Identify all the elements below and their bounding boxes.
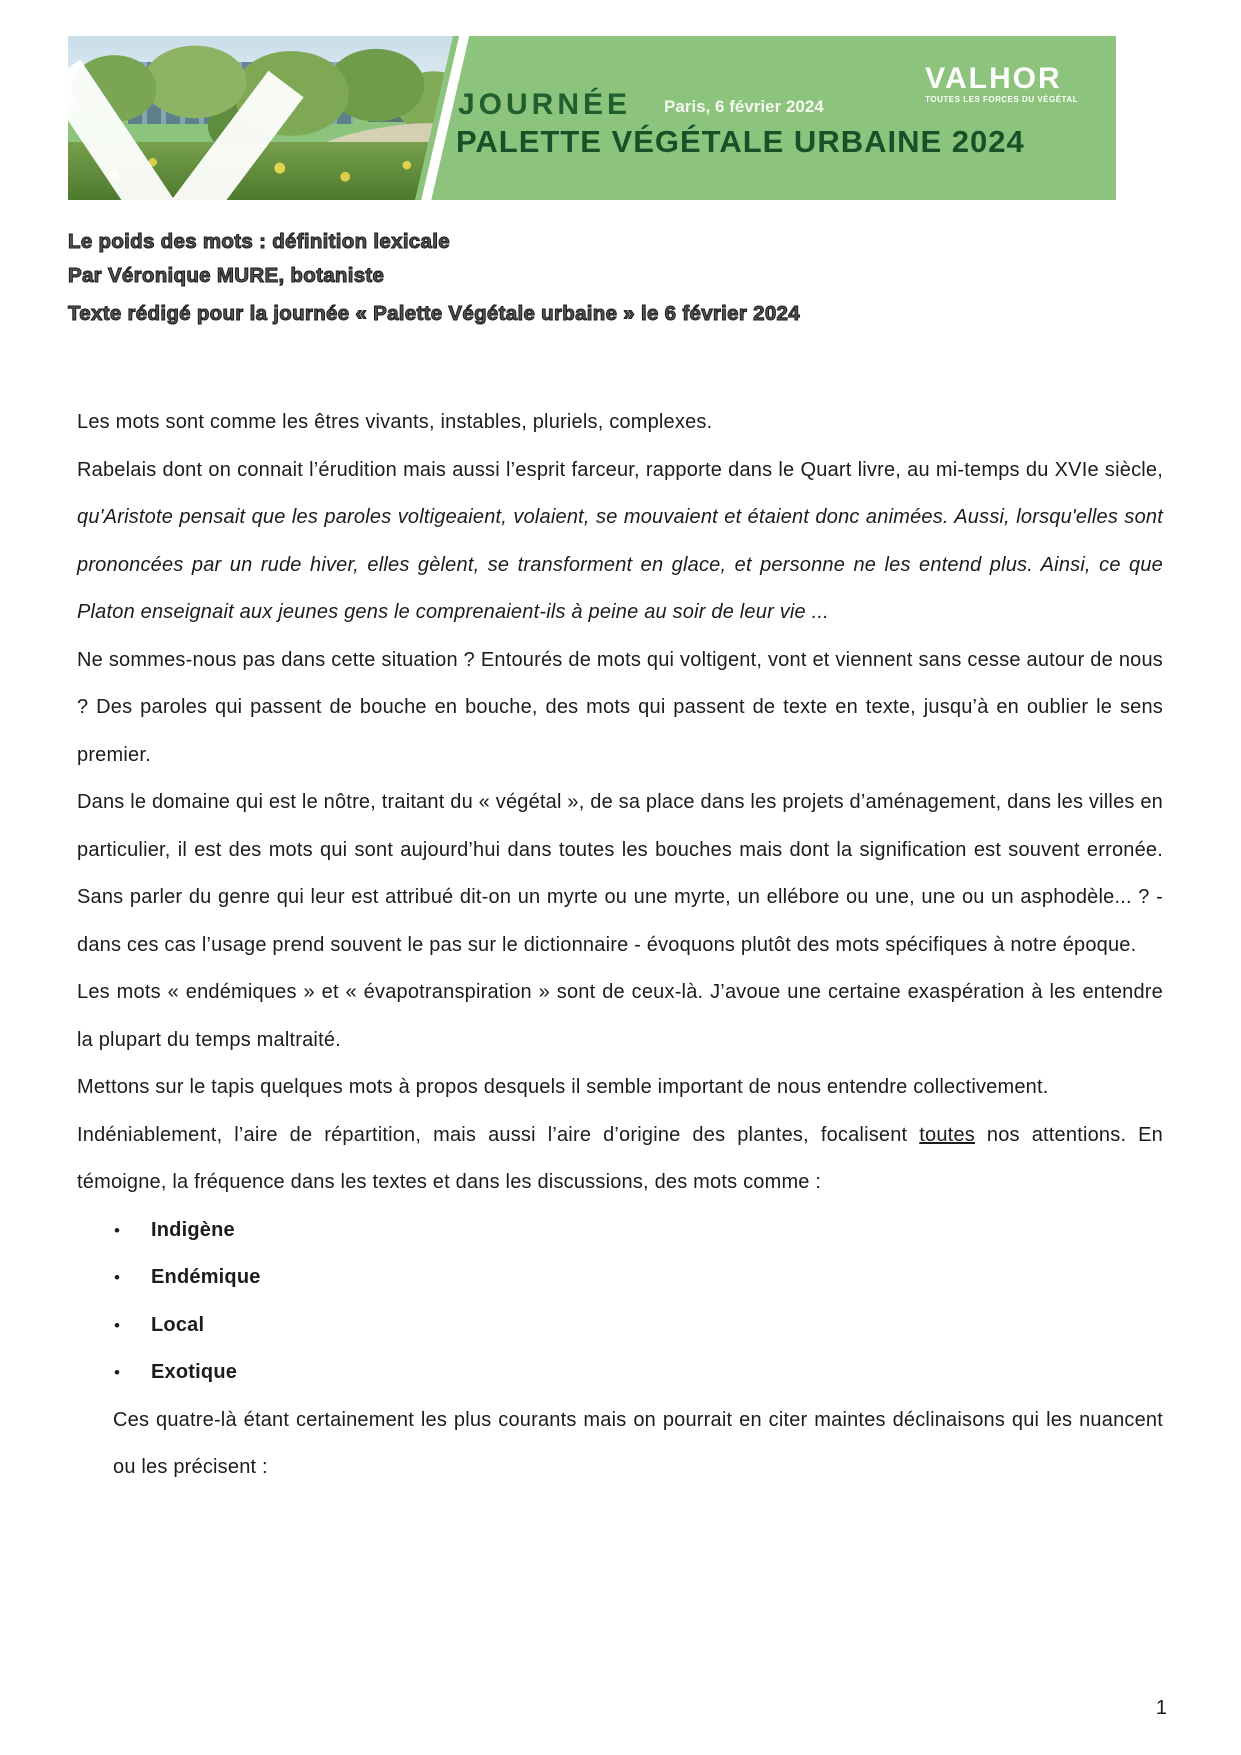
bullet-label: Indigène: [151, 1218, 235, 1241]
bullet-label: Exotique: [151, 1361, 238, 1383]
text-run: toutes: [919, 1123, 975, 1146]
list-item: [77, 1349, 1163, 1397]
text-run: nos attentions. En témoigne, la fréquence dans les textes et dans les discussions, des mots comme :: [77, 1123, 1164, 1193]
paragraph: [77, 637, 1163, 780]
page-number: 1: [1155, 1697, 1167, 1719]
valhor-logo: [925, 64, 1078, 104]
bullet-icon: •: [114, 1315, 121, 1335]
banner-photo: [68, 36, 453, 200]
paragraph: [77, 779, 1163, 969]
body-content: [77, 399, 1163, 1492]
text-run: Rabelais dont on connait l’érudition mais aussi l’esprit farceur, rapporte dans le Quart livre, au mi-temps du XVIe siècle,: [77, 458, 1163, 481]
paragraph: [77, 447, 1163, 637]
text-run: Les mots sont comme les êtres vivants, instables, pluriels, complexes.: [77, 411, 713, 433]
bullet-label: Endémique: [151, 1266, 261, 1288]
paragraph: [77, 1397, 1163, 1492]
event-label: JOURNÉE: [458, 88, 632, 121]
bullet-icon: •: [114, 1268, 121, 1287]
paragraph: [77, 399, 1163, 447]
paragraph: [77, 969, 1163, 1064]
event-title: PALETTE VÉGÉTALE URBAINE 2024: [456, 124, 1025, 159]
bullet-icon: •: [114, 1363, 121, 1382]
list-item: [77, 1302, 1163, 1350]
text-run: qu'Aristote pensait que les paroles voltigeaient, volaient, se mouvaient et étaient donc animées. Aussi, lorsqu'elles sont prononcées par un rude hiver, elles gèlent, se transforment en glace, et personne ne les entend plus. Ainsi, ce que Platon enseignait aux jeunes gens le comprenaient-ils à peine au soir de leur vie ...: [77, 506, 1163, 623]
text-run: Indéniablement, l’aire de répartition, mais aussi l’aire d’origine des plantes, focalisent: [77, 1123, 920, 1146]
doc-title: Le poids des mots : définition lexicale: [68, 230, 450, 253]
event-date: Paris, 6 février 2024: [664, 97, 824, 116]
text-run: Ne sommes-nous pas dans cette situation ? Entourés de mots qui voltigent, vont et viennent sans cesse autour de nous ? Des paroles qui passent de bouche en bouche, des mots qui passent de texte en texte, jusqu’à en oublier le sens premier.: [77, 648, 1163, 766]
list-item: [77, 1254, 1163, 1302]
bullet-label: Local: [151, 1313, 205, 1336]
text-run: Les mots « endémiques » et « évapotranspiration » sont de ceux-là. J’avoue une certaine exaspération à les entendre la plupart du temps maltraité.: [77, 981, 1163, 1051]
doc-author: Par Véronique MURE, botaniste: [68, 264, 385, 287]
paragraph: [77, 1064, 1163, 1112]
event-banner: [68, 36, 1116, 200]
list-item: [77, 1207, 1163, 1255]
bullet-icon: •: [114, 1220, 121, 1240]
paragraph: [77, 1112, 1163, 1207]
valhor-logo-tagline: TOUTES LES FORCES DU VÉGÉTAL: [925, 95, 1078, 104]
valhor-v-icon: [68, 54, 304, 200]
valhor-logo-name: VALHOR: [925, 62, 1062, 95]
doc-subtitle: Texte rédigé pour la journée « Palette Végétale urbaine » le 6 février 2024: [68, 302, 800, 325]
text-run: Dans le domaine qui est le nôtre, traitant du « végétal », de sa place dans les projets d’aménagement, dans les villes en particulier, il est des mots qui sont aujourd’hui dans toutes les bouches mais dont la signification est souvent erronée. Sans parler du genre qui leur est attribué dit-on un myrte ou une myrte, un ellébore ou une, une ou un asphodèle... ? - dans ces cas l’usage prend souvent le pas sur le dictionnaire - évoquons plutôt des mots spécifiques à notre époque.: [77, 791, 1163, 956]
text-run: Ces quatre-là étant certainement les plus courants mais on pourrait en citer maintes déclinaisons qui les nuancent ou les précisent :: [113, 1408, 1163, 1478]
text-run: Mettons sur le tapis quelques mots à propos desquels il semble important de nous entendre collectivement.: [77, 1076, 1049, 1098]
